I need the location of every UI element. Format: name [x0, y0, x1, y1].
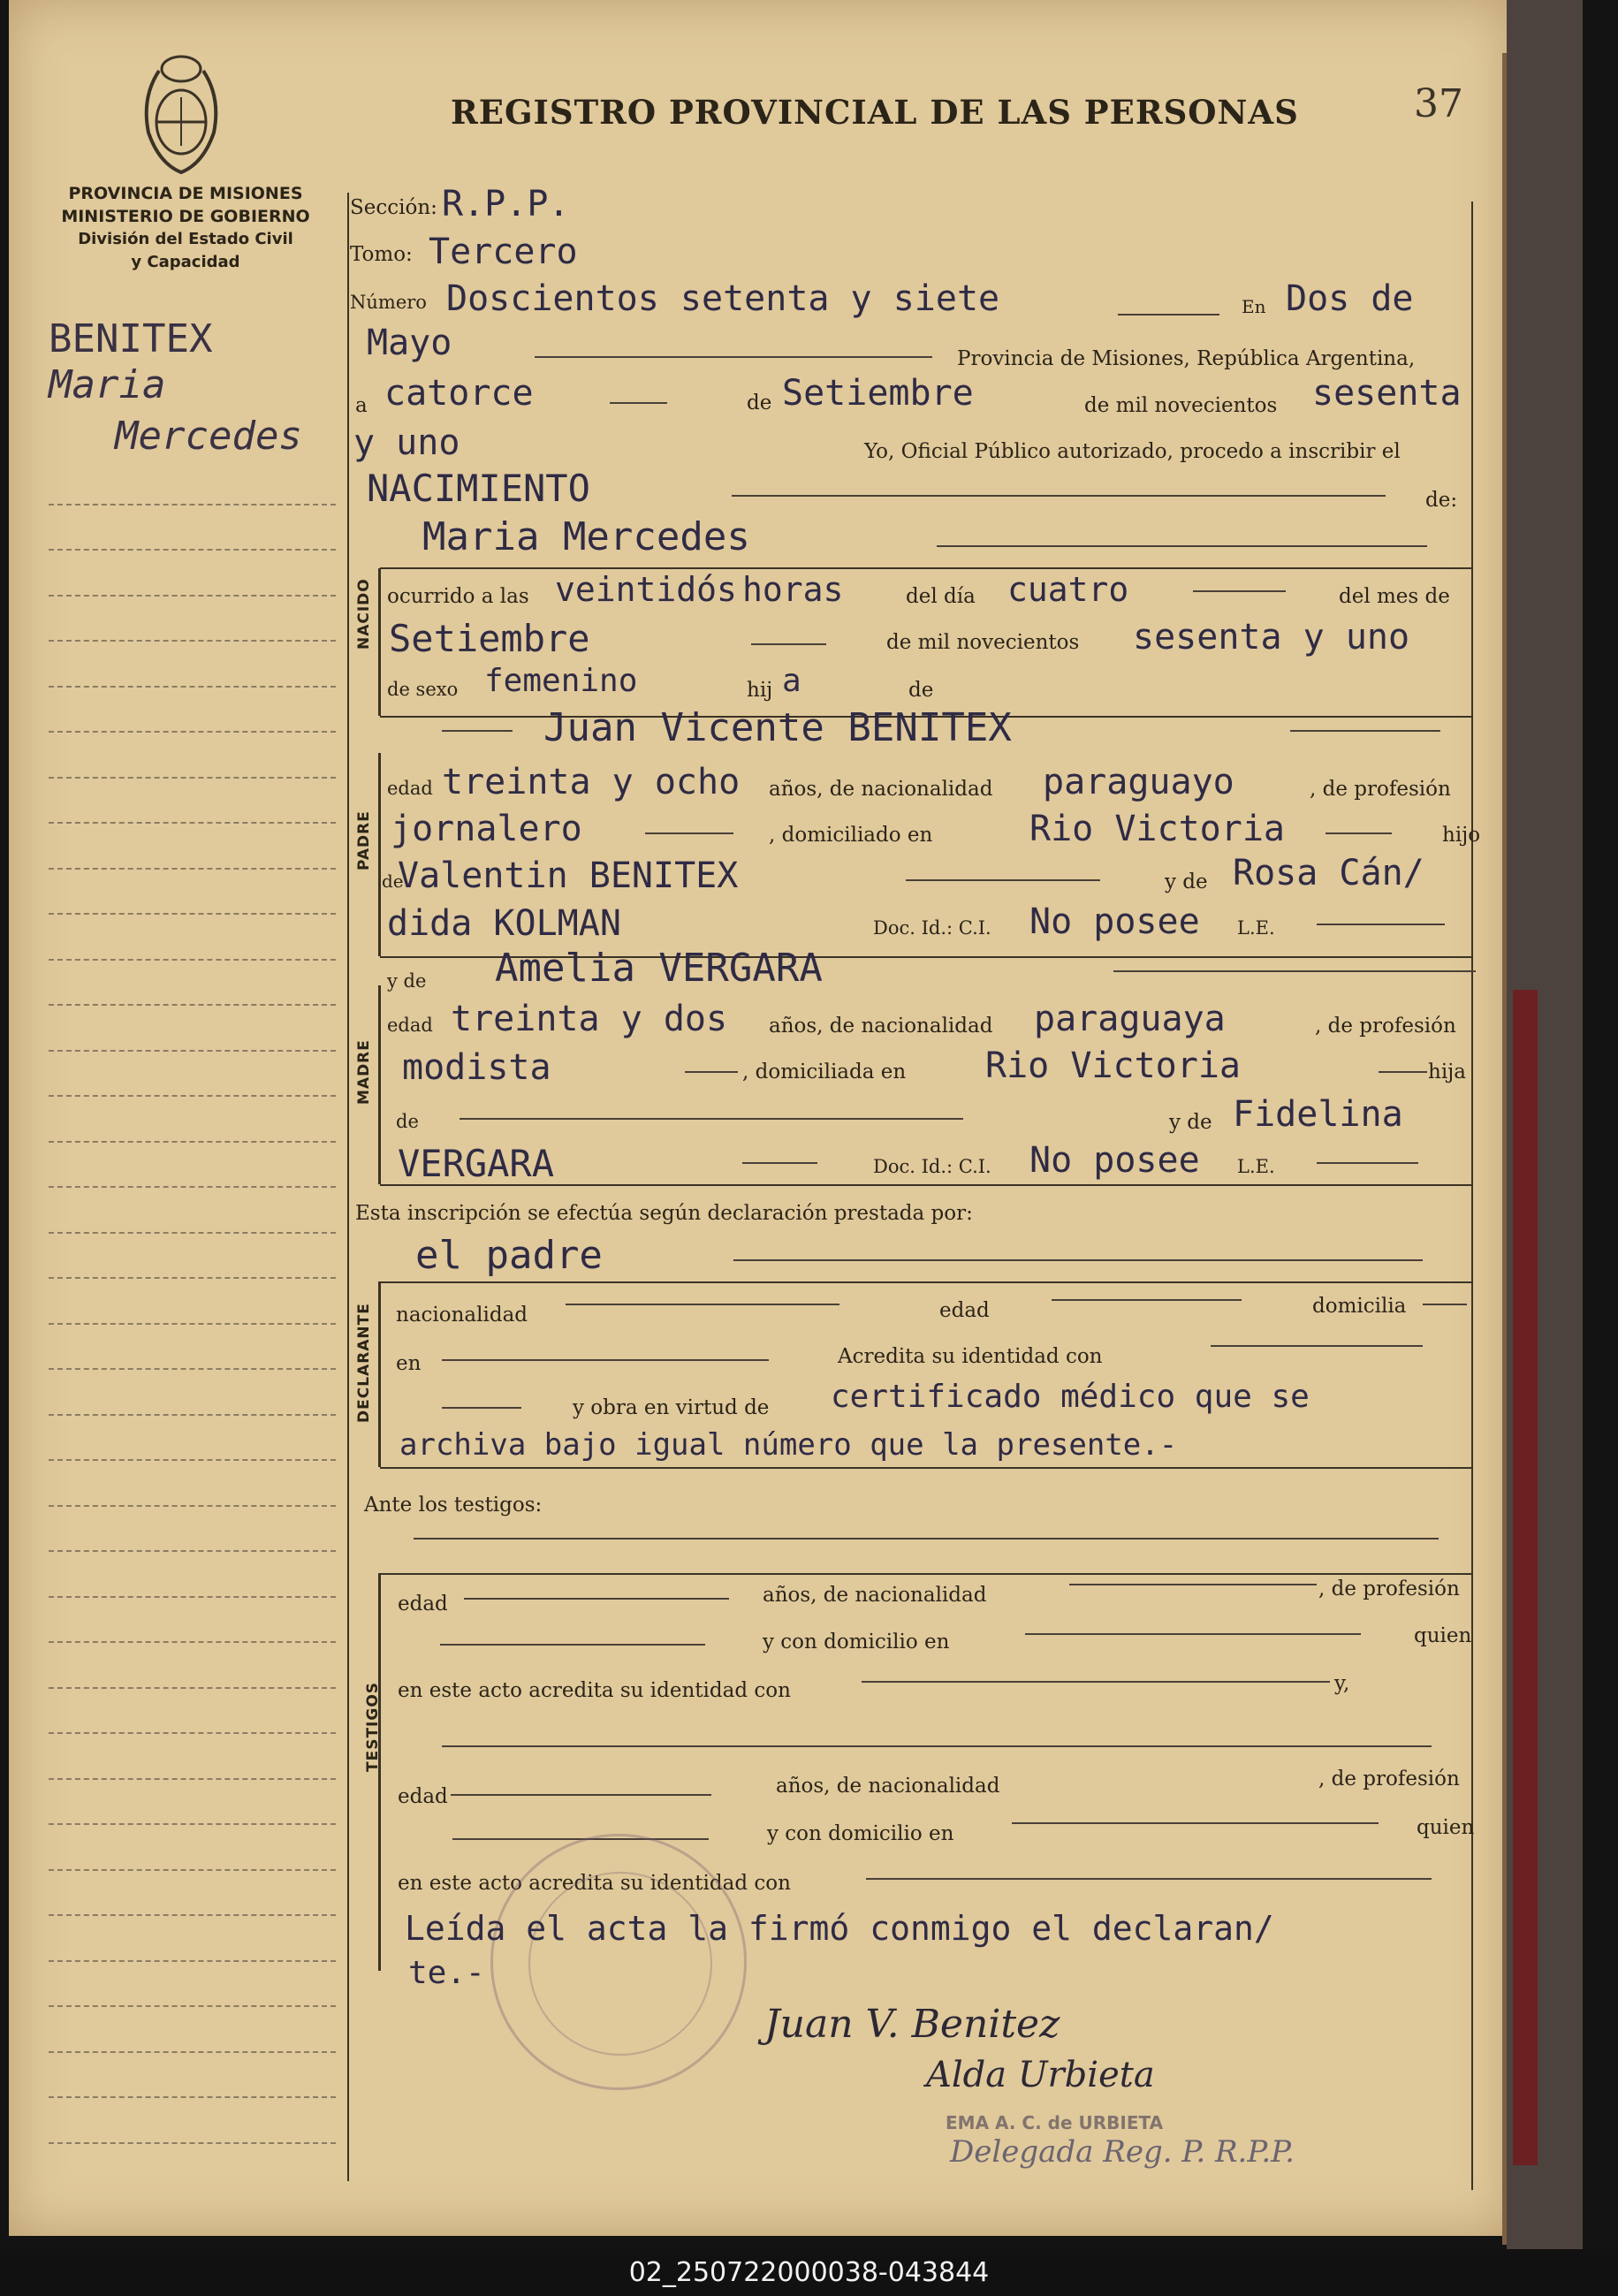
rule-obra-pre: [442, 1407, 521, 1409]
value-abuela-b: dida KOLMAN: [387, 903, 621, 944]
rule-acredita-t1: [862, 1681, 1330, 1683]
label-de-abuelo: de: [382, 871, 404, 892]
rule-edad-t2: [451, 1794, 711, 1796]
label-acredita-t1: en este acto acredita su identidad con: [398, 1679, 791, 1702]
rule-dia-nac: [1193, 590, 1286, 592]
frame-left-border: [347, 193, 349, 2181]
value-madre-nombre: Amelia VERGARA: [495, 946, 823, 991]
label-anos-nac-padre: años, de nacionalidad: [769, 778, 993, 801]
label-ocurrido: ocurrido a las: [387, 585, 529, 608]
label-anos-t2: años, de nacionalidad: [776, 1775, 1000, 1798]
value-seccion: R.P.P.: [442, 184, 570, 224]
label-quien-t2: quien: [1417, 1816, 1475, 1839]
label-nacido: NACIDO: [355, 578, 373, 650]
ministry-line-2: MINISTERIO DE GOBIERNO: [61, 207, 310, 226]
label-de-hij: de: [908, 679, 934, 702]
rule-abuelo-m: [460, 1118, 963, 1120]
stamp-name: EMA A. C. de URBIETA: [946, 2112, 1164, 2133]
label-edad-t2: edad: [398, 1785, 448, 1808]
label-provincia: Provincia de Misiones, República Argentina,: [957, 347, 1416, 370]
signature-oficial: Alda Urbieta: [926, 2055, 1155, 2095]
divider-testigos-top: [380, 1573, 1471, 1575]
value-padre-prof: jornalero: [391, 809, 582, 849]
rule-dom-t2: [1012, 1822, 1379, 1824]
register-title: REGISTRO PROVINCIAL DE LAS PERSONAS: [451, 93, 1299, 132]
label-de-abuelo-m: de: [396, 1111, 419, 1132]
padre-bar: [378, 753, 381, 956]
label-numero: Número: [350, 292, 427, 313]
rule-declarante: [733, 1259, 1423, 1261]
declarante-bar: [378, 1281, 381, 1467]
value-tomo: Tercero: [429, 232, 578, 272]
value-mes-nac: Setiembre: [389, 617, 590, 660]
margin-name-1: Maria: [49, 362, 166, 407]
label-declarante: DECLARANTE: [355, 1303, 373, 1423]
value-cierre-b: te.-: [408, 1955, 485, 1991]
bookmark-ribbon: [1513, 990, 1538, 2165]
value-madre-edad: treinta y dos: [451, 999, 728, 1039]
value-padre-dom: Rio Victoria: [1029, 809, 1285, 849]
rule-ciudad: [535, 356, 932, 358]
label-de-mil-2: de mil novecientos: [886, 631, 1080, 654]
label-y-de-m: y de: [1169, 1111, 1212, 1134]
rule-edad-decl: [1052, 1299, 1242, 1301]
label-profesion-t2: , de profesión: [1318, 1768, 1460, 1790]
rule-abuela-m: [742, 1162, 817, 1164]
ministry-line-3: División del Estado Civil: [78, 230, 293, 248]
label-anos-t1: años, de nacionalidad: [763, 1584, 987, 1607]
official-stamp: [490, 1834, 747, 2090]
rule-madre-nombre: [1113, 970, 1476, 972]
testigos-bar: [378, 1573, 381, 1971]
madre-bar: [378, 985, 381, 1184]
label-en: En: [1242, 296, 1266, 317]
value-anio-a: sesenta: [1312, 373, 1462, 414]
margin-name-2: Mercedes: [115, 414, 302, 459]
label-edad-t1: edad: [398, 1593, 448, 1616]
rule-madre-dom: [1379, 1071, 1427, 1073]
label-sexo: de sexo: [387, 679, 459, 700]
label-acredita: Acredita su identidad con: [838, 1345, 1103, 1368]
value-abuela-m-b: VERGARA: [398, 1142, 555, 1185]
label-con-domicilio-t1: y con domicilio en: [763, 1631, 950, 1654]
rule-padre-prof: [645, 832, 733, 834]
value-dia: catorce: [384, 373, 534, 414]
label-madre: MADRE: [355, 1039, 373, 1105]
value-madre-dom: Rio Victoria: [985, 1045, 1241, 1086]
ministry-block: [35, 182, 336, 274]
label-y-comma: y,: [1334, 1672, 1350, 1695]
rule-testigos: [414, 1538, 1439, 1540]
label-hij: hij: [747, 679, 773, 702]
value-mes: Setiembre: [782, 373, 974, 414]
label-doc-madre: Doc. Id.: C.I.: [873, 1156, 991, 1177]
divider-nacido-top: [380, 567, 1471, 569]
nacido-bar: [378, 568, 381, 716]
label-con-domicilio-t2: y con domicilio en: [767, 1822, 954, 1845]
rule-nombre: [937, 545, 1427, 547]
value-padre-nombre: Juan Vicente BENITEX: [543, 705, 1012, 750]
label-edad-decl: edad: [939, 1299, 990, 1322]
ministry-line-1: PROVINCIA DE MISIONES: [68, 184, 303, 203]
image-id-bar: 02_250722000038-043844: [0, 2249, 1618, 2296]
label-le-madre: L.E.: [1237, 1156, 1275, 1177]
label-doc-padre: Doc. Id.: C.I.: [873, 917, 991, 939]
signature-declarante: Juan V. Benitez: [764, 2002, 1060, 2047]
rule-numero: [1118, 314, 1219, 316]
value-cierre-a: Leída el acta la firmó conmigo el declaran/: [405, 1909, 1274, 1948]
rule-dia: [610, 402, 667, 404]
label-seccion: Sección:: [350, 196, 437, 219]
label-testigos: Ante los testigos:: [364, 1494, 543, 1517]
value-nombre: Maria Mercedes: [422, 514, 750, 559]
label-domicilia: domicilia: [1312, 1295, 1407, 1318]
rule-edad-t1: [464, 1598, 729, 1600]
rule-le-madre: [1317, 1162, 1418, 1164]
label-acredita-t2: en este acto acredita su identidad con: [398, 1872, 791, 1895]
value-ciudad-a: Dos de: [1286, 278, 1414, 319]
label-del-dia: del día: [906, 585, 976, 608]
value-dia-nac: cuatro: [1007, 570, 1129, 609]
rule-abuelo: [906, 879, 1100, 881]
rule-prof-t1: [440, 1644, 705, 1646]
rule-padre-a: [442, 730, 513, 732]
value-padre-doc: No posee: [1029, 901, 1200, 942]
rule-padre-b: [1290, 730, 1440, 732]
label-de-colon: de:: [1425, 489, 1458, 512]
label-obra: y obra en virtud de: [573, 1396, 770, 1419]
divider-declarante-top: [380, 1281, 1471, 1283]
value-madre-nac: paraguaya: [1034, 999, 1226, 1039]
value-ciudad-b: Mayo: [367, 323, 452, 363]
folio-number: 37: [1414, 81, 1463, 126]
label-hijo: hijo: [1442, 824, 1481, 847]
value-numero: Doscientos setenta y siete: [446, 278, 1000, 319]
label-profesion-madre: , de profesión: [1315, 1015, 1456, 1038]
rule-mes-nac: [751, 643, 826, 645]
stamp-cargo: Delegada Reg. P. R.P.P.: [950, 2134, 1295, 2170]
rule-acredita: [1211, 1345, 1423, 1347]
label-a: a: [355, 394, 368, 417]
label-quien-t1: quien: [1414, 1624, 1472, 1647]
rule-en-decl: [442, 1359, 769, 1361]
value-madre-doc: No posee: [1029, 1140, 1200, 1181]
rule-nacionalidad: [566, 1304, 839, 1305]
label-en-decl: en: [396, 1352, 422, 1375]
value-abuelo: Valentin BENITEX: [398, 855, 739, 896]
value-hij-suffix: a: [782, 663, 801, 699]
value-obra-a: certificado médico que se: [831, 1379, 1310, 1415]
frame-right-border: [1471, 201, 1473, 2190]
rule-le-padre: [1317, 924, 1445, 925]
label-padre: PADRE: [355, 810, 373, 871]
value-padre-edad: treinta y ocho: [442, 762, 741, 802]
label-horas: horas: [742, 570, 844, 609]
label-de-mil: de mil novecientos: [1084, 394, 1278, 417]
rule-acto: [732, 495, 1386, 497]
value-padre-nac: paraguayo: [1043, 762, 1234, 802]
label-de: de: [747, 392, 772, 414]
margin-ruled-lines: [49, 460, 336, 2144]
rule-domicilia: [1423, 1304, 1467, 1305]
label-y-de-madre: y de: [387, 970, 427, 992]
rule-padre-dom: [1326, 832, 1392, 834]
value-anio-nac: sesenta y uno: [1133, 617, 1410, 658]
value-hora: veintidós: [555, 570, 737, 609]
label-domiciliada: , domiciliada en: [742, 1061, 907, 1083]
label-le-padre: L.E.: [1237, 917, 1275, 939]
value-sexo: femenino: [484, 663, 638, 699]
value-obra-b: archiva bajo igual número que la presente.-: [399, 1427, 1178, 1463]
label-del-mes: del mes de: [1339, 585, 1450, 608]
label-tomo: Tomo:: [350, 243, 413, 266]
label-domiciliado: , domiciliado en: [769, 824, 933, 847]
value-declarante: el padre: [415, 1233, 603, 1278]
label-y-de: y de: [1165, 871, 1208, 893]
rule-madre-prof: [685, 1071, 738, 1073]
ministry-line-4: y Capacidad: [131, 253, 240, 271]
label-edad-padre: edad: [387, 778, 433, 799]
rule-dom-t1: [1025, 1633, 1361, 1635]
label-nacionalidad: nacionalidad: [396, 1304, 528, 1327]
value-anio-b: y uno: [353, 422, 460, 463]
value-madre-prof: modista: [402, 1047, 551, 1088]
divider-declarante-bottom: [380, 1467, 1471, 1469]
coat-of-arms-icon: [133, 44, 230, 177]
label-hija: hija: [1428, 1061, 1467, 1083]
rule-acredita-t2: [866, 1878, 1432, 1880]
rule-t1-extra: [442, 1745, 1432, 1747]
label-edad-madre: edad: [387, 1015, 433, 1036]
value-abuela-m-a: Fidelina: [1233, 1094, 1403, 1135]
label-testigos: TESTIGOS: [364, 1681, 382, 1772]
label-yo: Yo, Oficial Público autorizado, procedo a inscribir el: [864, 440, 1401, 463]
label-anos-nac-madre: años, de nacionalidad: [769, 1015, 993, 1038]
value-acto: NACIMIENTO: [367, 467, 590, 510]
value-abuela-a: Rosa Cán/: [1233, 853, 1424, 893]
rule-nac-t1: [1069, 1584, 1317, 1585]
label-profesion-padre: , de profesión: [1310, 778, 1451, 801]
margin-surname: BENITEX: [49, 316, 213, 361]
label-profesion-t1: , de profesión: [1318, 1578, 1460, 1600]
label-inscripcion: Esta inscripción se efectúa según declaración prestada por:: [355, 1202, 973, 1225]
